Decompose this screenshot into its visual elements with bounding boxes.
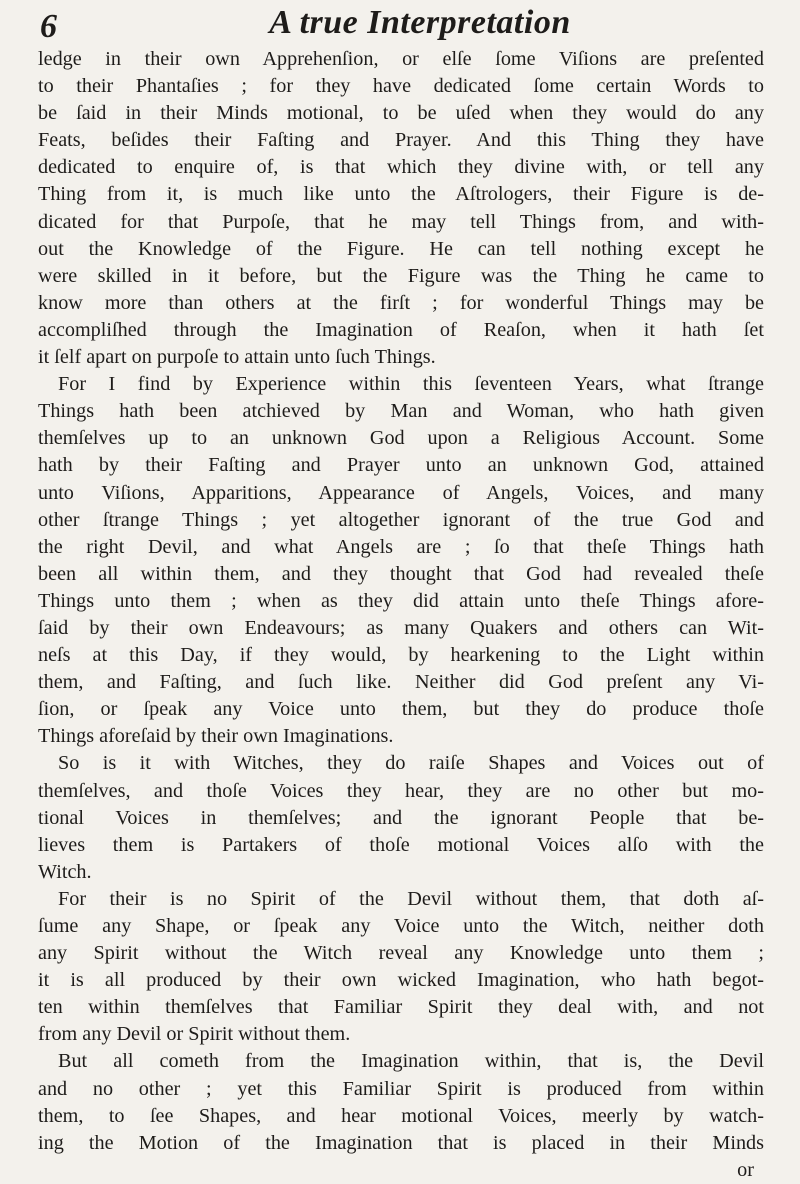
text-line: For I find by Experience within this ſeventeen Years, what ſtrange bbox=[58, 373, 764, 396]
text-line: accompliſhed through the Imagination of Reaſon, when it hath ſet bbox=[38, 318, 764, 341]
body-text bbox=[38, 46, 764, 1184]
text-line: lieves them is Partakers of thoſe motional Voices alſo with the bbox=[38, 833, 764, 856]
text-line: neſs at this Day, if they would, by hearkening to the Light within bbox=[38, 644, 764, 667]
text-line: Things hath been atchieved by Man and Woman, who hath given bbox=[38, 400, 764, 423]
text-line: be ſaid in their Minds motional, to be uſed when they would do any bbox=[38, 102, 764, 125]
text-line: ſion, or ſpeak any Voice unto them, but they do produce thoſe bbox=[38, 698, 764, 721]
text-line: them, and Faſting, and ſuch like. Neither did God preſent any Vi- bbox=[38, 671, 764, 694]
text-line: tional Voices in themſelves; and the ignorant People that be- bbox=[38, 806, 764, 829]
text-line: Thing from it, is much like unto the Aſtrologers, their Figure is de- bbox=[38, 183, 764, 206]
text-line: other ſtrange Things ; yet altogether ignorant of the true God and bbox=[38, 508, 764, 531]
text-line: been all within them, and they thought that God had revealed theſe bbox=[38, 562, 764, 585]
text-line: For their is no Spirit of the Devil without them, that doth aſ- bbox=[58, 887, 764, 910]
text-line: to their Phantaſies ; for they have dedicated ſome certain Words to bbox=[38, 75, 764, 98]
text-line: any Spirit without the Witch reveal any Knowledge unto them ; bbox=[38, 942, 764, 965]
text-line: and no other ; yet this Familiar Spirit is produced from within bbox=[38, 1077, 764, 1100]
text-line: ten within themſelves that Familiar Spirit they deal with, and not bbox=[38, 996, 764, 1019]
text-line: Things unto them ; when as they did attain unto theſe Things afore- bbox=[38, 589, 764, 612]
text-line: But all cometh from the Imagination within, that is, the Devil bbox=[58, 1050, 764, 1073]
text-line: ſaid by their own Endeavours; as many Quakers and others can Wit- bbox=[38, 616, 764, 639]
text-line: from any Devil or Spirit without them. bbox=[38, 1023, 351, 1046]
text-line: it ſelf apart on purpoſe to attain unto ſuch Things. bbox=[38, 346, 436, 369]
text-line: or bbox=[737, 1158, 754, 1181]
text-line: it is all produced by their own wicked Imagination, who hath begot- bbox=[38, 969, 764, 992]
text-line: dicated for that Purpoſe, that he may tell Things from, and with- bbox=[38, 210, 764, 233]
text-line: know more than others at the firſt ; for wonderful Things may be bbox=[38, 291, 764, 314]
text-line: ing the Motion of the Imagination that is placed in their Minds bbox=[38, 1131, 764, 1154]
text-line: dedicated to enquire of, is that which they divine with, or tell any bbox=[38, 156, 764, 179]
text-line: So is it with Witches, they do raiſe Shapes and Voices out of bbox=[58, 752, 764, 775]
text-line: the right Devil, and what Angels are ; ſo that theſe Things hath bbox=[38, 535, 764, 558]
text-line: unto Viſions, Apparitions, Appearance of Angels, Voices, and many bbox=[38, 481, 764, 504]
text-line: Feats, beſides their Faſting and Prayer. And this Thing they have bbox=[38, 129, 764, 152]
page-number: 6 bbox=[40, 8, 57, 45]
text-line: themſelves up to an unknown God upon a Religious Account. Some bbox=[38, 427, 764, 450]
text-line: hath by their Faſting and Prayer unto an unknown God, attained bbox=[38, 454, 764, 477]
text-line: them, to ſee Shapes, and hear motional Voices, meerly by watch- bbox=[38, 1104, 764, 1127]
page-header bbox=[40, 4, 740, 48]
text-line: Witch. bbox=[38, 860, 92, 883]
text-line: ledge in their own Apprehenſion, or elſe ſome Viſions are preſented bbox=[38, 48, 764, 70]
text-line: themſelves, and thoſe Voices they hear, they are no other but mo- bbox=[38, 779, 764, 802]
text-line: out the Knowledge of the Figure. He can tell nothing except he bbox=[38, 237, 764, 260]
running-title: A true Interpretation bbox=[269, 4, 571, 41]
text-line: ſume any Shape, or ſpeak any Voice unto the Witch, neither doth bbox=[38, 915, 764, 937]
text-line: were skilled in it before, but the Figure was the Thing he came to bbox=[38, 264, 764, 287]
text-line: Things aforeſaid by their own Imaginations. bbox=[38, 725, 394, 748]
